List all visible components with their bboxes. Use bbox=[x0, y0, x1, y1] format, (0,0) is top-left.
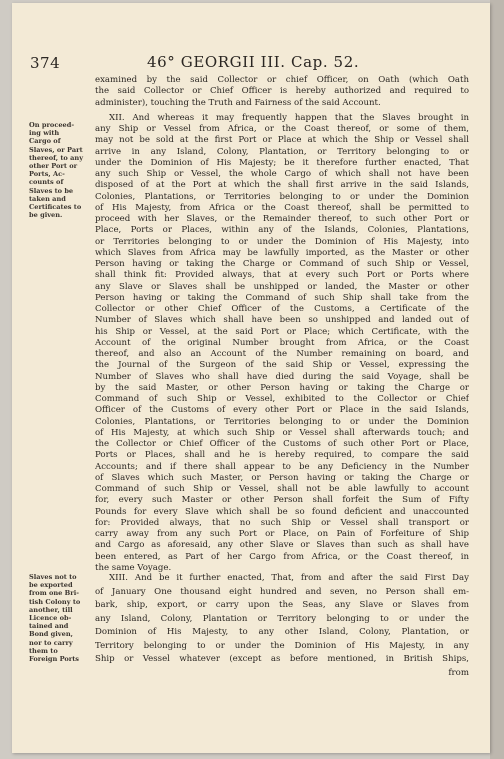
adjacent-page-edge bbox=[490, 0, 504, 759]
body-line: any such Ship or Vessel, the whole Cargo of which shall not have been bbox=[95, 169, 469, 179]
body-line: Person having or taking the Charge or Command of such Ship or Vessel, bbox=[95, 259, 469, 269]
body-line: Person having or taking the Command of such Ship shall take from the bbox=[95, 293, 469, 303]
body-line: the said Collector or Chief Officer is hereby authorized and required to bbox=[95, 86, 469, 96]
body-line: Account of the original Number brought from Africa, or the Coast bbox=[95, 338, 469, 348]
running-head: 46° GEORGII III. Cap. 52. bbox=[147, 53, 360, 71]
body-line: Number of Slaves which shall have been so unshipped and landed out of bbox=[95, 315, 469, 325]
body-line: for, every such Master or other Person shall forfeit the Sum of Fifty bbox=[95, 495, 469, 505]
body-line: Command of such Ship or Vessel, exhibited to the Collector or Chief bbox=[95, 394, 469, 404]
body-line: which Slaves from Africa may be lawfully imported, as the Master or other bbox=[95, 248, 469, 258]
body-line: disposed of at the Port at which the shall first arrive in the said Islands, bbox=[95, 180, 469, 190]
body-line: of His Majesty, at which such Ship or Vessel shall afterwards touch; and bbox=[95, 428, 469, 438]
marginal-note-section-13: Slaves not to be exported from one Bri- tish Colony to another, till Licence ob- tained and Bond given, nor to carry them to Foreign Ports bbox=[29, 573, 81, 664]
body-line: Place, Ports or Places, within any of the Islands, Colonies, Plantations, bbox=[95, 225, 469, 235]
body-line: under the Dominion of His Majesty; be it therefore further enacted, That bbox=[95, 158, 469, 168]
body-line: the same Voyage. bbox=[95, 563, 172, 573]
body-line: Pounds for every Slave which shall be so found deficient and unaccounted bbox=[95, 507, 469, 517]
body-line: or Territories belonging to or under the Dominion of His Majesty, into bbox=[95, 237, 469, 247]
body-line: may not be sold at the first Port or Place at which the Ship or Vessel shall bbox=[95, 135, 469, 145]
body-line: shall think fit: Provided always, that at every such Port or Ports where bbox=[95, 270, 469, 280]
body-line: of January One thousand eight hundred and seven, no Person shall em- bbox=[95, 586, 469, 597]
body-line: Number of Slaves who shall have died during the said Voyage, shall be bbox=[95, 372, 469, 382]
body-line: any Ship or Vessel from Africa, or the Coast thereof, or some of them, bbox=[95, 124, 469, 134]
body-line: arrive in any Island, Colony, Plantation, or Territory belonging to or bbox=[95, 147, 469, 157]
body-line: thereof, and also an Account of the Number remaining on board, and bbox=[95, 349, 469, 359]
body-line: any Slave or Slaves shall be unshipped or landed, the Master or other bbox=[95, 282, 469, 292]
body-line: Officer of the Customs of every other Port or Place in the said Islands, bbox=[95, 405, 469, 415]
body-line: of Slaves which such Master, or Person having or taking the Charge or bbox=[95, 473, 469, 483]
body-line: carry away from any such Port or Place, on Pain of Forfeiture of Ship bbox=[95, 529, 469, 539]
body-line: from bbox=[448, 667, 469, 678]
page-number: 374 bbox=[30, 54, 61, 72]
body-line: his Ship or Vessel, at the said Port or Place; which Certificate, with the bbox=[95, 327, 469, 337]
body-line: XIII. And be it further enacted, That, from and after the said First Day bbox=[109, 573, 469, 583]
body-line: Colonies, Plantations, or Territories belonging to or under the Dominion bbox=[95, 192, 469, 202]
body-line: and Cargo as aforesaid, any other Slave or Slaves than such as shall have bbox=[95, 540, 469, 550]
body-line: Command of such Ship or Vessel, shall not be able lawfully to account bbox=[95, 484, 469, 494]
body-line: administer), touching the Truth and Fairness of the said Account. bbox=[95, 98, 381, 108]
body-line: any Island, Colony, Plantation or Territory belonging to or under the bbox=[95, 613, 469, 624]
body-line: XII. And whereas it may frequently happen that the Slaves brought in bbox=[109, 113, 469, 123]
body-line: Collector or other Chief Officer of the Customs, a Certificate of the bbox=[95, 304, 469, 314]
body-line: Dominion of His Majesty, to any other Island, Colony, Plantation, or bbox=[95, 627, 469, 637]
body-line: been entered, as Part of her Cargo from Africa, or the Coast thereof, in bbox=[95, 552, 469, 562]
body-line: Accounts; and if there shall appear to be any Deficiency in the Number bbox=[95, 462, 469, 472]
document-page bbox=[12, 3, 490, 753]
body-line: Territory belonging to or under the Dominion of His Majesty, in any bbox=[95, 640, 469, 651]
body-line: Colonies, Plantations, or Territories belonging to or under the Dominion bbox=[95, 417, 469, 427]
body-line: Ship or Vessel whatever (except as before mentioned, in British Ships, bbox=[95, 654, 469, 664]
body-line: proceed with her Slaves, or the Remainder thereof, to such other Port or bbox=[95, 214, 469, 224]
body-line: Ports or Places, shall and he is hereby required, to compare the said bbox=[95, 450, 469, 460]
body-line: bark, ship, export, or carry upon the Seas, any Slave or Slaves from bbox=[95, 600, 469, 610]
body-line: for: Provided always, that no such Ship or Vessel shall transport or bbox=[95, 518, 469, 528]
body-line: of His Majesty, from Africa or the Coast thereof, shall be permitted to bbox=[95, 203, 469, 213]
marginal-note-section-12: On proceed- ing with Cargo of Slaves, or Part thereof, to any other Port or Ports, Ac- counts of Slaves to be taken and Certificates to be given. bbox=[29, 121, 84, 220]
body-line: by the said Master, or other Person having or taking the Charge or bbox=[95, 383, 469, 393]
body-line: the Journal of the Surgeon of the said Ship or Vessel, expressing the bbox=[95, 360, 469, 370]
body-line: the Collector or Chief Officer of the Customs of such other Port or Place, bbox=[95, 439, 469, 449]
body-line: examined by the said Collector or chief Officer, on Oath (which Oath bbox=[95, 75, 469, 85]
